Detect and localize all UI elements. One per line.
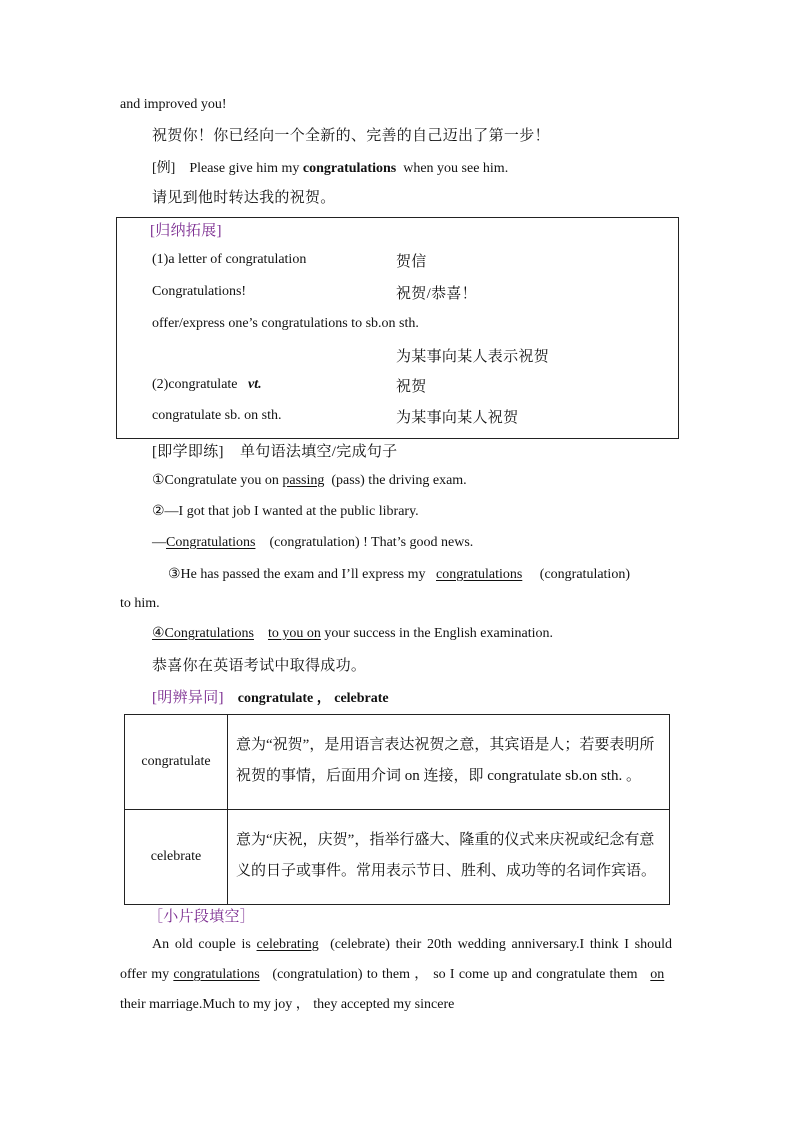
practice-label: [即学即练] [152,444,224,460]
summary-row-1-en: (1)a letter of congratulation [152,252,307,267]
fill-text-4: their marriage.Much to my joy ， they accepted my sincere [120,997,455,1012]
q2b-text: (congratulation) ! That’s good news. [269,535,474,550]
summary-row-2-en: Congratulations! [152,284,247,299]
example-pre: Please give him my [189,161,300,176]
comparison-table [124,714,670,905]
q1-answer: passing [282,473,325,488]
fill-text-2: (celebrate) their 20th wedding anniversary.I think I should offer my [120,937,673,982]
fill-paragraph [120,930,672,1020]
practice-q4-translation: 恭喜你在英语考试中取得成功。 [152,658,367,674]
fill-text-3: (congratulation) to them ， so I come up and congratulate them [272,967,638,982]
q1-hint: (pass) the driving exam. [331,473,467,488]
description-cell: 意为“庆祝，庆贺”，指举行盛大、隆重的仪式来庆祝或纪念有意义的日子或事件。常用表示节日、胜利、成功等的名词作宾语。 [228,810,670,905]
practice-q2b [152,535,473,551]
practice-q3 [168,566,630,583]
practice-q2a: ②—I got that job I wanted at the public library. [152,504,419,519]
example-sentence [152,157,508,177]
table-row [125,715,670,810]
summary-row-5-en [152,377,262,393]
q3-text: ③He has passed the exam and I’ll express my [168,567,426,582]
fill-answer-2: congratulations [173,967,260,982]
summary-title: [归纳拓展] [150,223,222,239]
fill-answer-3: on [650,967,665,982]
practice-q4 [152,625,553,642]
intro-chinese-line: 祝贺你！你已经向一个全新的、完善的自己迈出了第一步！ [152,128,550,144]
distinguish-label: [明辨异同] [152,690,224,706]
term-cell: congratulate [125,715,228,810]
fill-text-1: An old couple is [152,937,251,952]
practice-q3-tail: to him. [120,596,160,611]
summary-row-2-zh: 祝贺/恭喜！ [396,286,477,302]
example-translation: 请见到他时转达我的祝贺。 [152,190,336,206]
summary-row-5-zh: 祝贺 [396,379,427,395]
practice-title: 单句语法填空/完成句子 [240,444,398,460]
intro-english-tail: and improved you! [120,97,227,112]
example-post: when you see him. [403,161,509,176]
example-keyword: congratulations [302,161,397,176]
distinguish-words: congratulate ， celebrate [237,691,389,706]
q2b-dash: — [152,535,166,550]
practice-header [152,440,397,461]
summary-row-4-zh: 为某事向某人表示祝贺 [396,349,550,365]
q4-text: your success in the English examination. [324,626,554,641]
example-label: [例] [152,161,176,176]
distinguish-header [152,686,389,707]
q3-hint: (congratulation) [539,567,630,582]
practice-q1 [152,472,467,489]
fill-label: ［小片段填空］ [148,909,256,925]
summary-row-5-pos: vt. [248,377,262,392]
summary-row-1-zh: 贺信 [396,254,427,270]
q2b-answer: Congratulations [166,535,256,550]
summary-row-3-en: offer/express one’s congratulations to sb.on sth. [152,316,419,331]
q1-text: ①Congratulate you on [152,473,279,488]
fill-answer-1: celebrating [256,937,319,952]
summary-row-6-zh: 为某事向某人祝贺 [396,410,519,426]
description-cell: 意为“祝贺”，是用语言表达祝贺之意，其宾语是人；若要表明所祝贺的事情，后面用介词 on 连接，即 congratulate sb.on sth. 。 [228,715,670,810]
summary-row-6-en: congratulate sb. on sth. [152,408,282,423]
summary-row-5-word: (2)congratulate [152,377,238,392]
table-row [125,810,670,905]
term-cell: celebrate [125,810,228,905]
q3-answer: congratulations [435,567,523,582]
q4-answer-1: ④Congratulations [152,626,254,641]
q4-answer-2: to you on [268,626,321,641]
